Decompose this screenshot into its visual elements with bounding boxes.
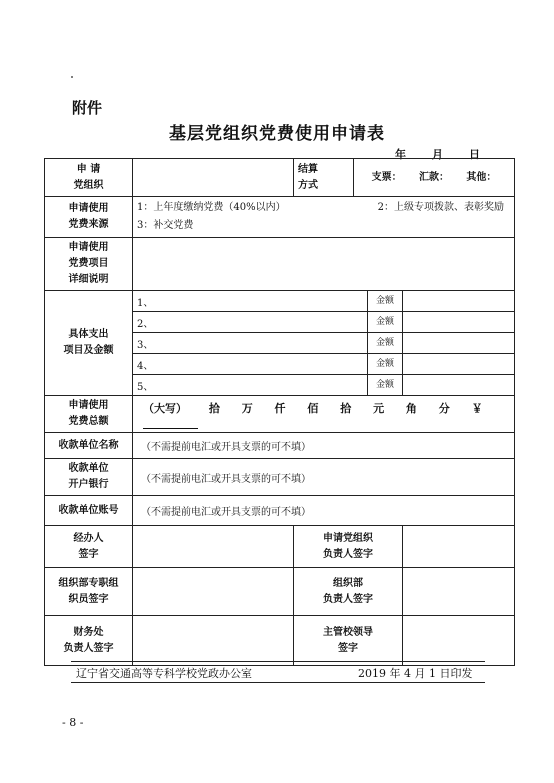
amount-label-1: 金额 [368, 291, 403, 312]
row-fee-source [45, 197, 515, 238]
footer-issue-date: 2019 年 4 月 1 日印发 [358, 667, 473, 680]
unit-yuan: 元 [373, 401, 385, 415]
project-detail-label: 申请使用 党费项目 详细说明 [45, 238, 133, 291]
row-total [45, 396, 515, 433]
unit-shi-2: 拾 [340, 401, 352, 415]
finance-leader-sign-label: 财务处 负责人签字 [45, 616, 133, 666]
unit-jiao: 角 [405, 401, 417, 415]
expense-item-2[interactable]: 2、 [133, 312, 368, 333]
footer-issuer: 辽宁省交通高等专科学校党政办公室 [76, 667, 252, 680]
fee-source-options[interactable] [133, 197, 515, 238]
row-payee-account [45, 496, 515, 526]
expense-item-3[interactable]: 3、 [133, 333, 368, 354]
applicant-org-field[interactable] [133, 159, 294, 197]
amount-label-3: 金额 [368, 333, 403, 354]
date-month: 月 [432, 148, 443, 161]
org-dept-staff-sign-label: 组织部专职组 织员签字 [45, 568, 133, 616]
settlement-label: 结算 方式 [294, 159, 354, 197]
payee-account-field[interactable]: （不需提前电汇或开具支票的可不填） [133, 496, 515, 526]
applicant-org-label: 申 请 党组织 [45, 159, 133, 197]
expense-label: 具体支出 项目及金额 [45, 291, 133, 396]
amount-field-2[interactable] [403, 312, 515, 333]
org-dept-staff-sign-field[interactable] [133, 568, 294, 616]
handler-sign-label: 经办人 签字 [45, 526, 133, 568]
attachment-label: 附件 [72, 99, 103, 117]
footer-top-rule [71, 661, 485, 662]
fee-source-opt3[interactable]: 3：补交党费 [137, 220, 194, 231]
unit-bai: 佰 [307, 401, 319, 415]
form-title: 基层党组织党费使用申请表 [169, 124, 385, 144]
expense-row-1 [45, 291, 515, 312]
org-leader-sign-label: 申请党组织 负责人签字 [294, 526, 403, 568]
page-number: - 8 - [62, 716, 84, 729]
fee-source-opt2[interactable]: 2：上级专项拨款、表彰奖励 [377, 202, 504, 213]
row-applicant-org [45, 159, 515, 197]
settlement-options[interactable]: 支票： 汇款： 其他： [354, 159, 515, 197]
handler-sign-field[interactable] [133, 526, 294, 568]
school-leader-sign-label: 主管校领导 签字 [294, 616, 403, 666]
payee-account-label: 收款单位账号 [45, 496, 133, 526]
school-leader-sign-field[interactable] [403, 616, 515, 666]
amount-field-5[interactable] [403, 375, 515, 396]
row-sign-1 [45, 526, 515, 568]
row-payee-bank [45, 459, 515, 496]
scan-dot [71, 76, 73, 78]
org-dept-leader-sign-field[interactable] [403, 568, 515, 616]
fee-source-label: 申请使用 党费来源 [45, 197, 133, 238]
expense-item-1[interactable]: 1、 [133, 291, 368, 312]
org-leader-sign-field[interactable] [403, 526, 515, 568]
row-sign-2 [45, 568, 515, 616]
expense-item-4[interactable]: 4、 [133, 354, 368, 375]
date-day: 日 [469, 148, 480, 161]
payee-bank-field[interactable]: （不需提前电汇或开具支票的可不填） [133, 459, 515, 496]
amount-field-3[interactable] [403, 333, 515, 354]
application-form-table [44, 158, 515, 666]
amount-label-2: 金额 [368, 312, 403, 333]
expense-item-5[interactable]: 5、 [133, 375, 368, 396]
amount-label-4: 金额 [368, 354, 403, 375]
unit-wan: 万 [241, 401, 253, 415]
row-project-detail [45, 238, 515, 291]
unit-shi-1: 拾 [208, 401, 220, 415]
date-year: 年 [395, 148, 406, 161]
total-amount-field[interactable] [133, 396, 515, 433]
unit-qian: 仟 [274, 401, 286, 415]
project-detail-field[interactable] [133, 238, 515, 291]
amount-field-4[interactable] [403, 354, 515, 375]
row-payee-name [45, 433, 515, 459]
total-label: 申请使用 党费总额 [45, 396, 133, 433]
payee-name-label: 收款单位名称 [45, 433, 133, 459]
unit-fen: 分 [438, 401, 450, 415]
yen-sign: ￥ [471, 401, 483, 415]
fee-source-opt1[interactable]: 1：上年度缴纳党费（40%以内） [137, 202, 286, 213]
total-prefix: （大写） [143, 401, 187, 415]
payee-bank-label: 收款单位 开户银行 [45, 459, 133, 496]
amount-label-5: 金额 [368, 375, 403, 396]
org-dept-leader-sign-label: 组织部 负责人签字 [294, 568, 403, 616]
amount-field-1[interactable] [403, 291, 515, 312]
finance-leader-sign-field[interactable] [133, 616, 294, 666]
yen-amount-line[interactable] [143, 418, 198, 429]
row-sign-3 [45, 616, 515, 666]
payee-name-field[interactable]: （不需提前电汇或开具支票的可不填） [133, 433, 515, 459]
footer-bottom-rule [71, 682, 485, 683]
